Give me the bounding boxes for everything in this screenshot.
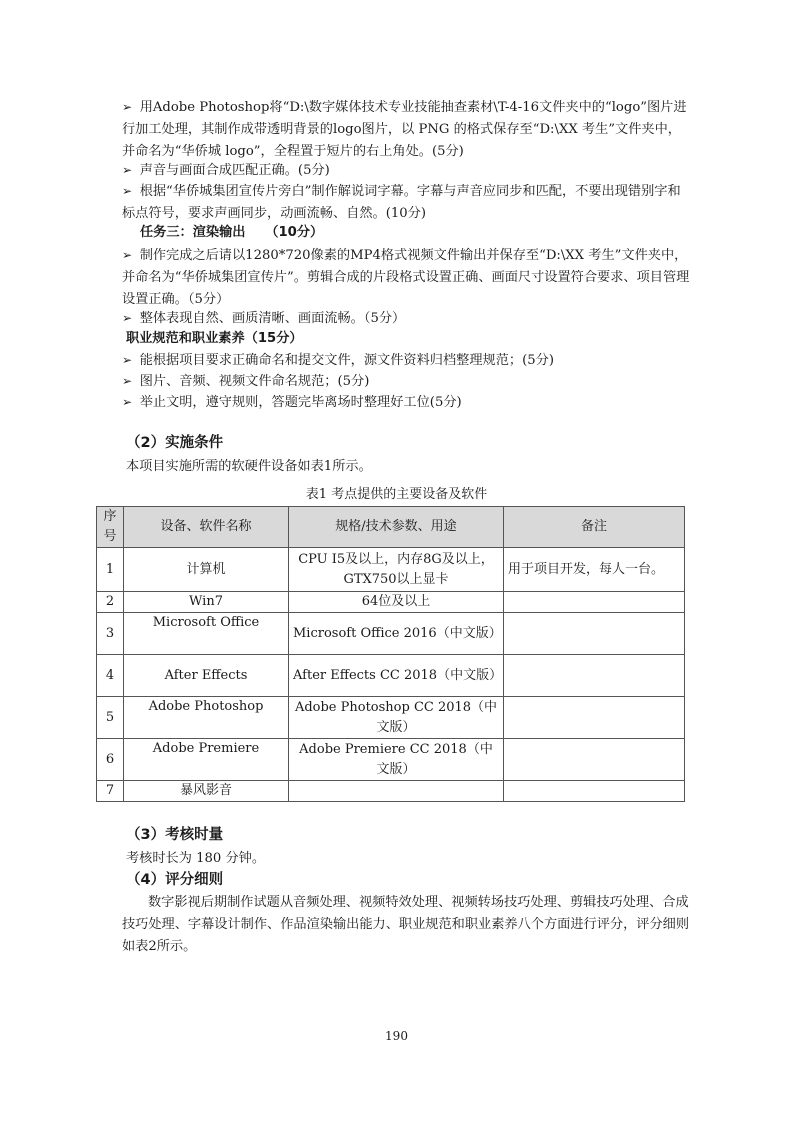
cell-note (504, 781, 685, 802)
cell-spec: 64位及以上 (289, 592, 504, 613)
cell-note (504, 592, 685, 613)
cell-name: Adobe Photoshop (124, 697, 289, 739)
equipment-table (96, 506, 685, 802)
task-bullet-render: ➢ 制作完成之后请以1280*720像素的MP4格式视频文件输出并保存至“D:\XX 考生”文件夹中，并命名为“华侨城集团宣传片”。剪辑合成的片段格式设置正确、画面尺寸设置符合要求、项目管理设置正确。（5分） (122, 244, 692, 311)
cell-name: 暴风影音 (124, 781, 289, 802)
cell-no: 2 (97, 592, 124, 613)
section4-text: 数字影视后期制作试题从音频处理、视频特效处理、视频转场技巧处理、剪辑技巧处理、合成技巧处理、字幕设计制作、作品渲染输出能力、职业规范和职业素养八个方面进行评分，评分细则如表2所示。 (122, 895, 690, 954)
task3-heading: 任务三：渲染输出 （10分） (140, 225, 324, 240)
cell-no: 6 (97, 739, 124, 781)
cell-spec: Adobe Photoshop CC 2018（中文版） (289, 697, 504, 739)
cell-spec: After Effects CC 2018（中文版） (289, 655, 504, 697)
section2-heading: （2）实施条件 (126, 435, 224, 451)
cell-spec: Adobe Premiere CC 2018（中文版） (289, 739, 504, 781)
section3-heading: （3）考核时量 (126, 827, 224, 843)
professional-heading: 职业规范和职业素养（15分） (126, 331, 303, 346)
cell-name: Adobe Premiere (124, 739, 289, 781)
table-row (97, 697, 685, 739)
table-row (97, 613, 685, 655)
cell-no: 5 (97, 697, 124, 739)
cell-name: After Effects (124, 655, 289, 697)
cell-note (504, 697, 685, 739)
cell-no: 4 (97, 655, 124, 697)
task-bullet-logo: ➢ 用Adobe Photoshop将“D:\数字媒体技术专业技能抽查素材\T-4-16文件夹中的“logo”图片进行加工处理，其制作成带透明背景的logo图片，以 PNG 的格式保存至“D:\XX 考生”文件夹中，并命名为“华侨城 logo”，全程置于短片的右上角处。(5分) (122, 96, 692, 163)
cell-spec: Microsoft Office 2016（中文版） (289, 613, 504, 655)
table-row (97, 548, 685, 592)
cell-no: 7 (97, 781, 124, 802)
cell-spec (289, 781, 504, 802)
task-bullet-quality: ➢ 整体表现自然、画质清晰、画面流畅。（5分） (122, 307, 692, 330)
header-cell-note: 备注 (504, 507, 685, 548)
section3-text: 考核时长为 180 分钟。 (126, 851, 266, 866)
task-bullet-subtitles: ➢ 根据“华侨城集团宣传片旁白”制作解说词字幕。字幕与声音应同步和匹配，不要出现错别字和标点符号，要求声画同步，动画流畅、自然。(10分) (122, 180, 692, 225)
header-cell-name: 设备、软件名称 (124, 507, 289, 548)
cell-note: 用于项目开发，每人一台。 (504, 548, 685, 592)
table-row (97, 655, 685, 697)
cell-note (504, 655, 685, 697)
table-row (97, 592, 685, 613)
cell-no: 1 (97, 548, 124, 592)
header-cell-no: 序号 (97, 507, 124, 548)
cell-note (504, 613, 685, 655)
table-row (97, 739, 685, 781)
task-bullet-conduct: ➢ 举止文明，遵守规则，答题完毕离场时整理好工位(5分) (122, 391, 692, 414)
table-row (97, 781, 685, 802)
task-bullet-audio-sync: ➢ 声音与画面合成匹配正确。(5分) (122, 159, 692, 182)
header-cell-spec: 规格/技术参数、用途 (289, 507, 504, 548)
task-bullet-file-naming: ➢ 图片、音频、视频文件命名规范；(5分) (122, 370, 692, 393)
table-caption: 表1 考点提供的主要设备及软件 (305, 487, 488, 502)
cell-spec: CPU I5及以上，内存8G及以上，GTX750以上显卡 (289, 548, 504, 592)
page-number: 190 (385, 1029, 408, 1043)
table-header-row (97, 507, 685, 548)
cell-name: Microsoft Office (124, 613, 289, 655)
task-bullet-naming: ➢ 能根据项目要求正确命名和提交文件，源文件资料归档整理规范；(5分) (122, 349, 692, 372)
cell-no: 3 (97, 613, 124, 655)
cell-name: Win7 (124, 592, 289, 613)
cell-note (504, 739, 685, 781)
cell-name: 计算机 (124, 548, 289, 592)
section4-heading: （4）评分细则 (126, 872, 224, 888)
section2-intro: 本项目实施所需的软硬件设备如表1所示。 (126, 459, 372, 474)
